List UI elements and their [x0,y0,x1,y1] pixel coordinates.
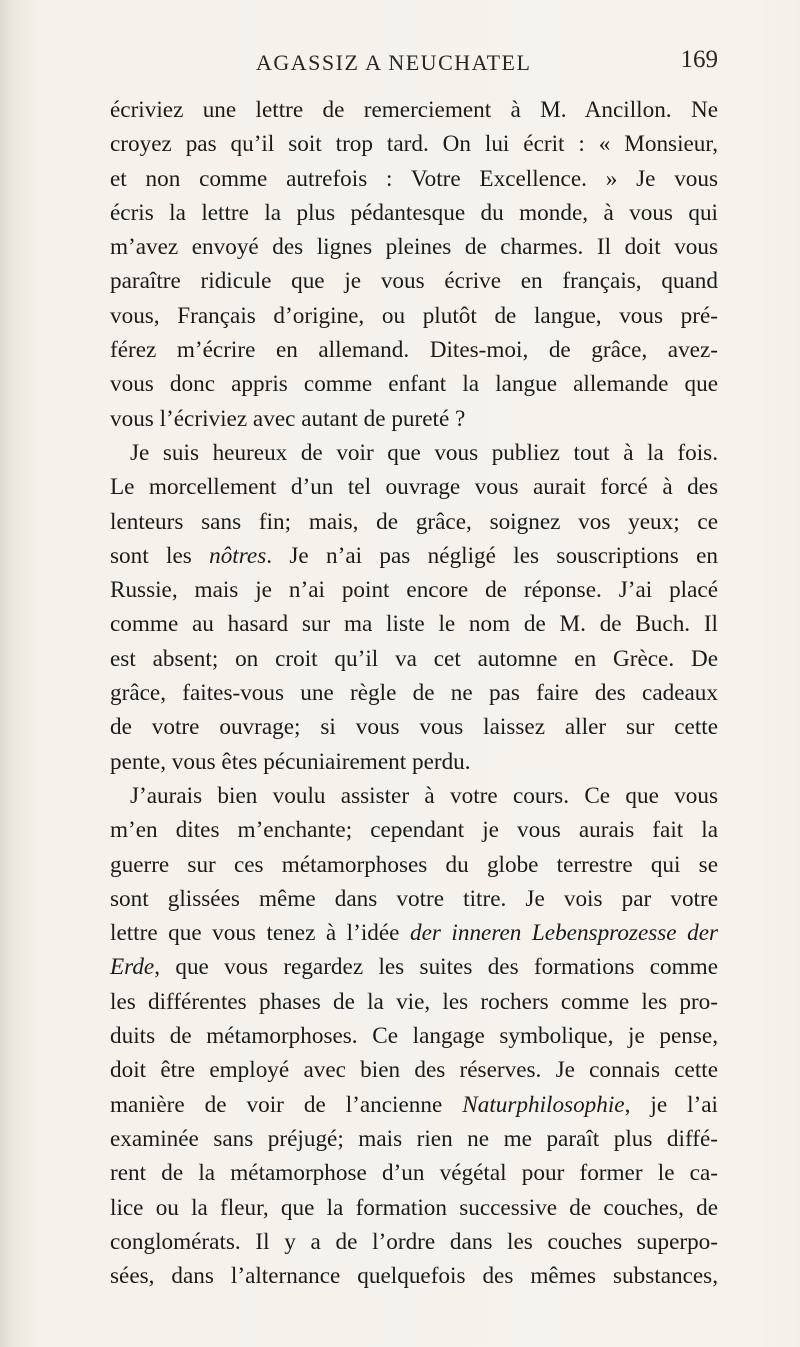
text-segment: sées, dans l’alternance quelquefois des mêmes substances, [110,1263,718,1290]
text-segment: et non comme autrefois : Votre Excellence. » Je vous [110,165,718,192]
text-line [110,1019,718,1053]
text-line [110,642,718,676]
text-line [110,470,718,504]
text-line [110,676,718,710]
text-segment: est absent; on croit qu’il va cet automne en Grèce. De [110,645,718,672]
text-segment: conglomérats. Il y a de l’ordre dans les couches superpo- [110,1228,718,1255]
text-line [110,916,718,950]
text-segment: vous, Français d’origine, ou plutôt de langue, vous pré- [110,302,718,329]
text-line [110,1259,718,1293]
text-line [110,264,718,298]
text-segment: m’avez envoyé des lignes pleines de charmes. Il doit vous [110,234,718,261]
text-line [110,573,718,607]
text-line [110,505,718,539]
text-line [110,882,718,916]
text-segment: vous donc appris comme enfant la langue allemande que [110,371,718,398]
text-segment: Le morcellement d’un tel ouvrage vous aurait forcé à des [110,474,718,501]
text-line [110,93,718,127]
text-segment: examinée sans préjugé; mais rien ne me paraît plus diffé- [110,1125,718,1152]
text-segment: rent de la métamorphose d’un végétal pour former le ca- [110,1160,718,1187]
text-segment: duits de métamorphoses. Ce langage symbolique, je pense, [110,1023,718,1050]
text-segment: m’en dites m’enchante; cependant je vous aurais fait la [110,817,718,844]
text-segment: les différentes phases de la vie, les rochers comme les pro- [110,988,718,1015]
italic-text: Erde [110,954,155,981]
page-number: 169 [680,46,718,73]
text-line [110,436,718,470]
text-line [110,402,718,436]
text-segment: vous l’écriviez avec autant de pureté ? [110,405,466,432]
text-segment: écris la lettre la plus pédantesque du monde, à vous qui [110,199,718,226]
italic-text: der inneren Lebensprozesse der [409,920,719,947]
italic-text: nôtres [209,542,267,569]
body-text [110,93,718,1293]
text-line [110,848,718,882]
text-line [110,710,718,744]
text-segment: Je suis heureux de voir que vous publiez tout à la fois. [130,439,718,466]
text-line [110,539,718,573]
text-segment: J’aurais bien voulu assister à votre cours. Ce que vous [130,782,718,809]
text-line [110,299,718,333]
text-segment: manière de voir de l’ancienne [110,1091,463,1118]
text-line [110,813,718,847]
text-segment: sont glissées même dans votre titre. Je vois par votre [110,885,718,912]
text-line [110,333,718,367]
text-line [110,1122,718,1156]
text-line [110,950,718,984]
text-segment: férez m’écrire en allemand. Dites-moi, de grâce, avez- [110,337,718,364]
text-line [110,162,718,196]
text-segment: grâce, faites-vous une règle de ne pas faire des cadeaux [110,680,718,707]
italic-text: Naturphilosophie [462,1091,625,1118]
page-header [110,46,718,80]
text-line [110,1053,718,1087]
text-segment: lice ou la fleur, que la formation successive de couches, de [110,1194,718,1221]
text-line [110,367,718,401]
text-line [110,196,718,230]
text-segment: écriviez une lettre de remerciement à M. Ancillon. Ne [110,97,718,123]
text-line [110,1088,718,1122]
text-segment: sont les [110,542,210,569]
text-line [110,230,718,264]
text-line [110,1156,718,1190]
text-segment: comme au hasard sur ma liste le nom de M. de Buch. Il [110,611,718,638]
text-segment: croyez pas qu’il soit trop tard. On lui écrit : « Monsieur, [110,131,718,158]
text-line [110,607,718,641]
text-line [110,779,718,813]
text-segment: de votre ouvrage; si vous vous laissez aller sur cette [110,714,718,741]
text-segment: guerre sur ces métamorphoses du globe terrestre qui se [110,851,718,878]
running-title: AGASSIZ A NEUCHATEL [256,50,532,75]
text-segment: lettre que vous tenez à l’idée [110,920,410,947]
text-segment: doit être employé avec bien des réserves. Je connais cette [110,1057,718,1084]
text-segment: paraître ridicule que je vous écrive en français, quand [110,268,718,295]
text-line [110,127,718,161]
text-segment: . Je n’ai pas négligé les souscriptions en [266,542,718,569]
text-segment: lenteurs sans fin; mais, de grâce, soignez vos yeux; ce [110,508,718,535]
text-segment: pente, vous êtes pécuniairement perdu. [110,748,471,775]
text-segment: Russie, mais je n’ai point encore de réponse. J’ai placé [110,577,718,604]
text-segment: , que vous regardez les suites des formations comme [154,954,718,981]
text-line [110,1225,718,1259]
text-line [110,985,718,1019]
text-line [110,745,718,779]
text-line [110,1191,718,1225]
text-segment: , je l’ai [624,1091,718,1118]
